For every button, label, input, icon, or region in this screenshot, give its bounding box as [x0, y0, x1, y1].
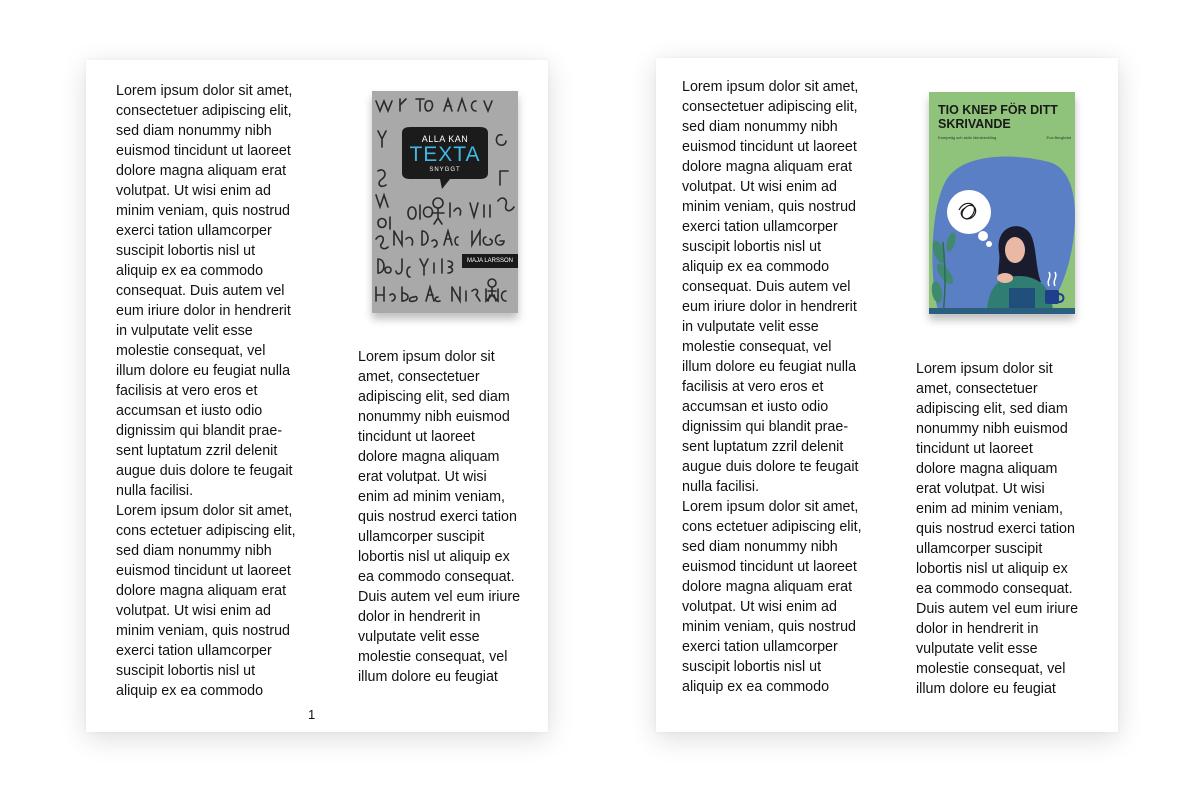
page-number: 1 [308, 707, 316, 722]
handwriting-pattern [372, 91, 518, 313]
right-page-column-right: Lorem ipsum dolor sit amet, consectetuer adipiscing elit, sed diam nonummy nibh euismod tincidunt ut laoreet dolore magna aliquam erat volutpat. Ut wisi enim ad minim veniam, quis nostrud exerci tation ullamcorper suscipit lobortis nisl ut aliquip ex ea commodo consequat. Duis autem vel eum iriure dolor in hendrerit in vulputate velit esse molestie consequat, vel illum dolore eu feugiat [916, 361, 1079, 697]
cover-title: TEXTA [409, 143, 481, 166]
cover-subtitle: Kompetig och skön idéutveckling [938, 135, 997, 140]
cover-title: TIO KNEP FÖR DITT SKRIVANDE [938, 103, 1058, 131]
left-page-column-left: Lorem ipsum dolor sit amet, consectetuer adipiscing elit, sed diam nonummy nibh euismod tincidunt ut laoreet dolore magna aliquam erat volutpat. Ut wisi enim ad minim veniam, quis nostrud exerci tation ullamcorper suscipit lobortis nisl ut aliquip ex ea commodo consequat. Duis autem vel eum iriure dolor in hendrerit in vulputate velit esse molestie consequat, vel illum dolore eu feugiat nulla facilisis at vero eros et accumsan et iusto odio dignissim qui blandit prae- sent luptatum zzril delenit augue duis dolore te feugait nulla facilisi. Lorem ipsum dolor sit amet, cons ectetuer adipiscing elit, sed diam nonummy nibh euismod tincidunt ut laoreet dolore magna aliquam erat volutpat. Ut wisi enim ad minim veniam, quis nostrud exerci tation ullamcorper suscipit lobortis nisl ut aliquip ex ea commodo [116, 83, 296, 699]
left-page-column-right: Lorem ipsum dolor sit amet, consectetuer adipiscing elit, sed diam nonummy nibh euismod tincidunt ut laoreet dolore magna aliquam erat volutpat. Ut wisi enim ad minim veniam, quis nostrud exerci tation ullamcorper suscipit lobortis nisl ut aliquip ex ea commodo consequat. Duis autem vel eum iriure dolor in hendrerit in vulputate velit esse molestie consequat, vel illum dolore eu feugiat [358, 349, 521, 685]
cover-author: Eva Bergkvist [1046, 135, 1071, 140]
cover-top-text: ALLA KAN [421, 134, 469, 144]
cover-author: MAJA LARSSON [462, 254, 518, 268]
right-page-column-left: Lorem ipsum dolor sit amet, consectetuer adipiscing elit, sed diam nonummy nibh euismod tincidunt ut laoreet dolore magna aliquam erat volutpat. Ut wisi enim ad minim veniam, quis nostrud exerci tation ullamcorper suscipit lobortis nisl ut aliquip ex ea commodo consequat. Duis autem vel eum iriure dolor in hendrerit in vulputate velit esse molestie consequat, vel illum dolore eu feugiat nulla facilisis at vero eros et accumsan et iusto odio dignissim qui blandit prae- sent luptatum zzril delenit augue duis dolore te feugait nulla facilisi. Lorem ipsum dolor sit amet, cons ectetuer adipiscing elit, sed diam nonummy nibh euismod tincidunt ut laoreet dolore magna aliquam erat volutpat. Ut wisi enim ad minim veniam, quis nostrud exerci tation ullamcorper suscipit lobortis nisl ut aliquip ex ea commodo [682, 79, 862, 695]
book-cover-tio-knep [929, 92, 1075, 314]
right-page [656, 58, 1118, 732]
cover-subtitle: SNYGGT [429, 167, 461, 173]
left-page [86, 60, 548, 732]
book-cover-alla-kan-texta-snyggt [372, 91, 518, 313]
